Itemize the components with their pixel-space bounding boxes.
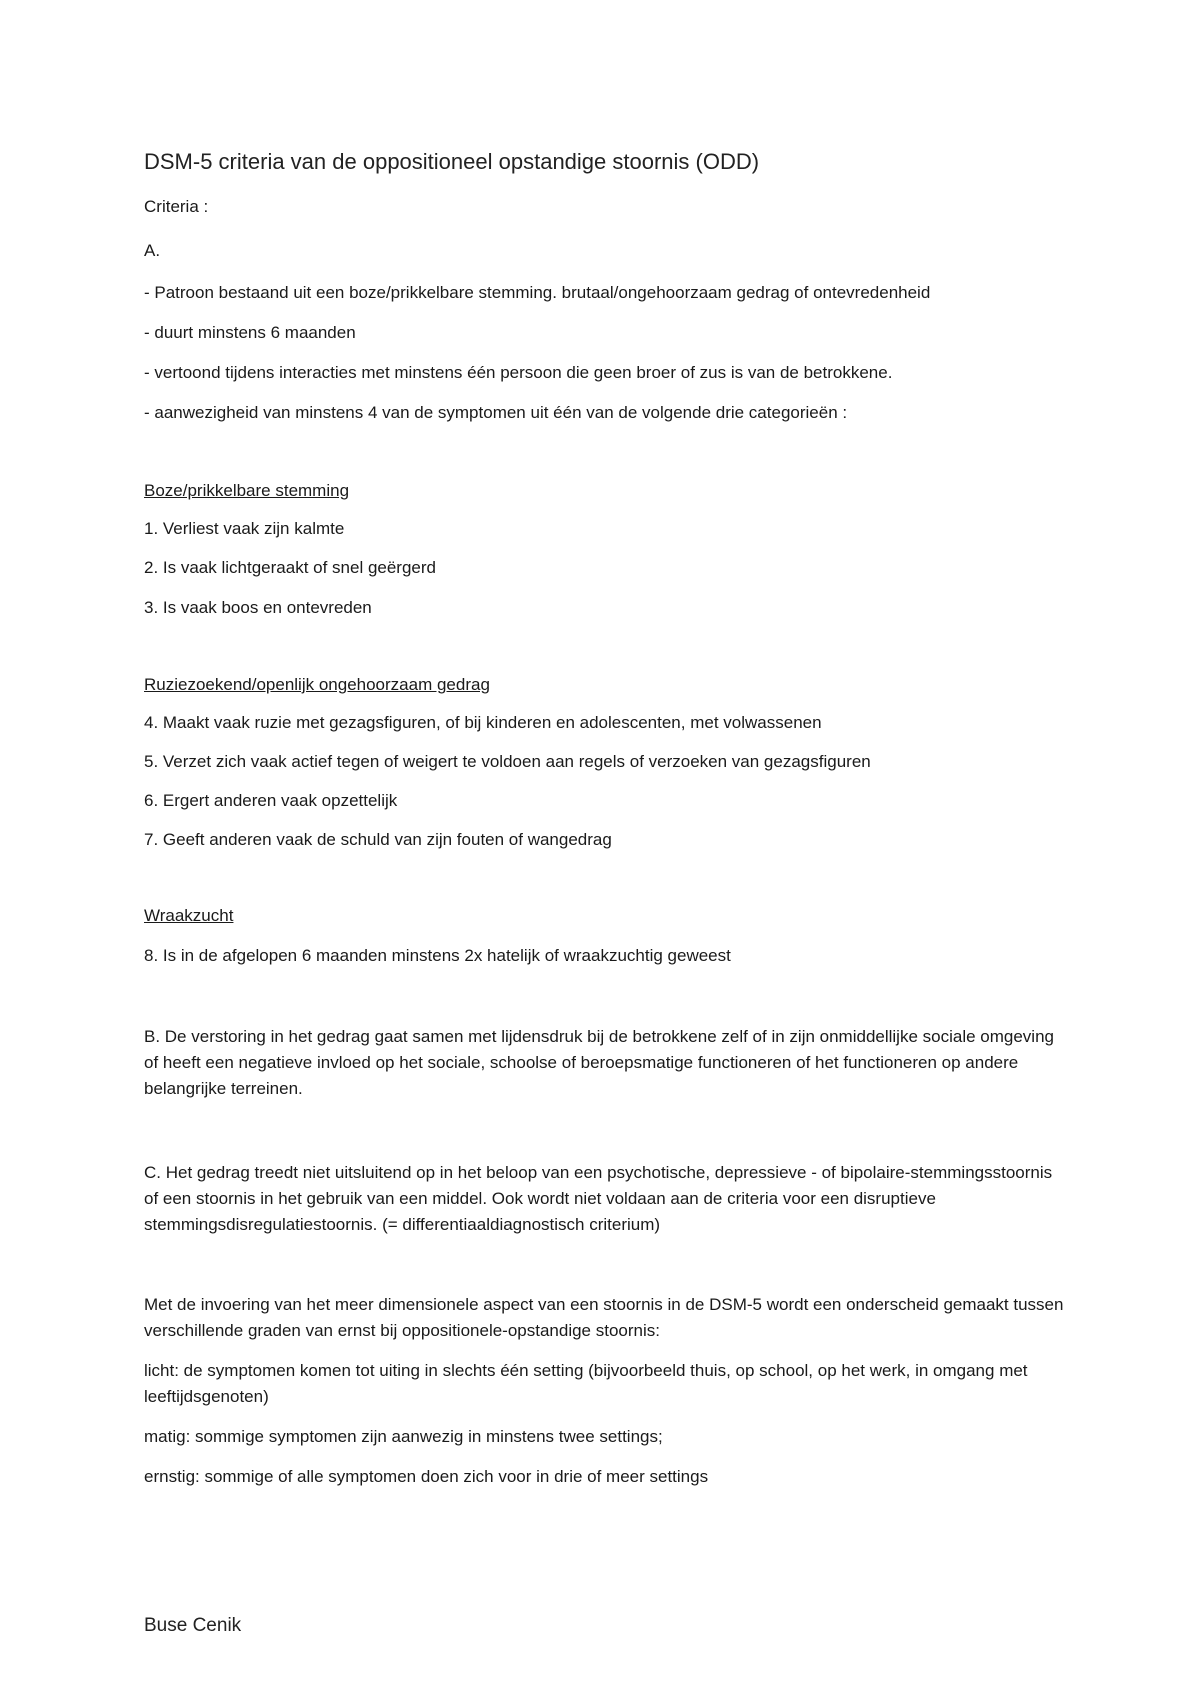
symptom-item: 8. Is in de afgelopen 6 maanden minstens 2x hatelijk of wraakzuchtig geweest [144, 946, 731, 965]
section-c-paragraph: C. Het gedrag treedt niet uitsluitend op in het beloop van een psychotische, depressieve - of bipolaire-stemmingsstoornis of een stoornis in het gebruik van een middel. Ook wordt niet voldaan aan de criteria voor een disruptieve stemmingsdisregulatiestoornis. (= differentiaaldiagnostisch criterium) [144, 1163, 1053, 1234]
symptom-item: 1. Verliest vaak zijn kalmte [144, 519, 345, 538]
criteria-label: Criteria : [144, 197, 209, 216]
symptom-item: 7. Geeft anderen vaak de schuld van zijn fouten of wangedrag [144, 830, 612, 849]
severity-ernstig: ernstig: sommige of alle symptomen doen zich voor in drie of meer settings [144, 1467, 709, 1486]
footer-author: Buse Cenik [144, 1615, 242, 1636]
severity-matig: matig: sommige symptomen zijn aanwezig in minstens twee settings; [144, 1427, 663, 1446]
section-a-item: - vertoond tijdens interacties met minstens één persoon die geen broer of zus is van de betrokkene. [144, 363, 893, 382]
category-heading-boze: Boze/prikkelbare stemming [144, 481, 350, 500]
category-heading-ruziezoekend: Ruziezoekend/openlijk ongehoorzaam gedrag [144, 675, 490, 694]
symptom-item: 2. Is vaak lichtgeraakt of snel geërgerd [144, 558, 436, 577]
section-a-item: - duurt minstens 6 maanden [144, 323, 356, 342]
symptom-item: 4. Maakt vaak ruzie met gezagsfiguren, of bij kinderen en adolescenten, met volwassenen [144, 713, 822, 732]
section-a-item: - Patroon bestaand uit een boze/prikkelbare stemming. brutaal/ongehoorzaam gedrag of ontevredenheid [144, 283, 931, 302]
section-b-paragraph: B. De verstoring in het gedrag gaat samen met lijdensdruk bij de betrokkene zelf of in zijn onmiddellijke sociale omgeving of heeft een negatieve invloed op het sociale, schoolse of beroepsmatige functioneren of het functioneren op andere belangrijke terreinen. [144, 1027, 1054, 1098]
document-title: DSM-5 criteria van de oppositioneel opstandige stoornis (ODD) [144, 149, 760, 174]
severity-licht: licht: de symptomen komen tot uiting in slechts één setting (bijvoorbeeld thuis, op school, op het werk, in omgang met leeftijdsgenoten) [144, 1361, 1028, 1406]
severity-intro-paragraph: Met de invoering van het meer dimensionele aspect van een stoornis in de DSM-5 wordt een onderscheid gemaakt tussen verschillende graden van ernst bij oppositionele-opstandige stoornis: [144, 1295, 1064, 1340]
section-a-item: - aanwezigheid van minstens 4 van de symptomen uit één van de volgende drie categorieën : [144, 403, 848, 422]
symptom-item: 6. Ergert anderen vaak opzettelijk [144, 791, 398, 810]
symptom-item: 3. Is vaak boos en ontevreden [144, 598, 372, 617]
category-heading-wraakzucht: Wraakzucht [144, 906, 234, 925]
section-a-label: A. [144, 241, 161, 260]
symptom-item: 5. Verzet zich vaak actief tegen of weigert te voldoen aan regels of verzoeken van gezagsfiguren [144, 752, 871, 771]
